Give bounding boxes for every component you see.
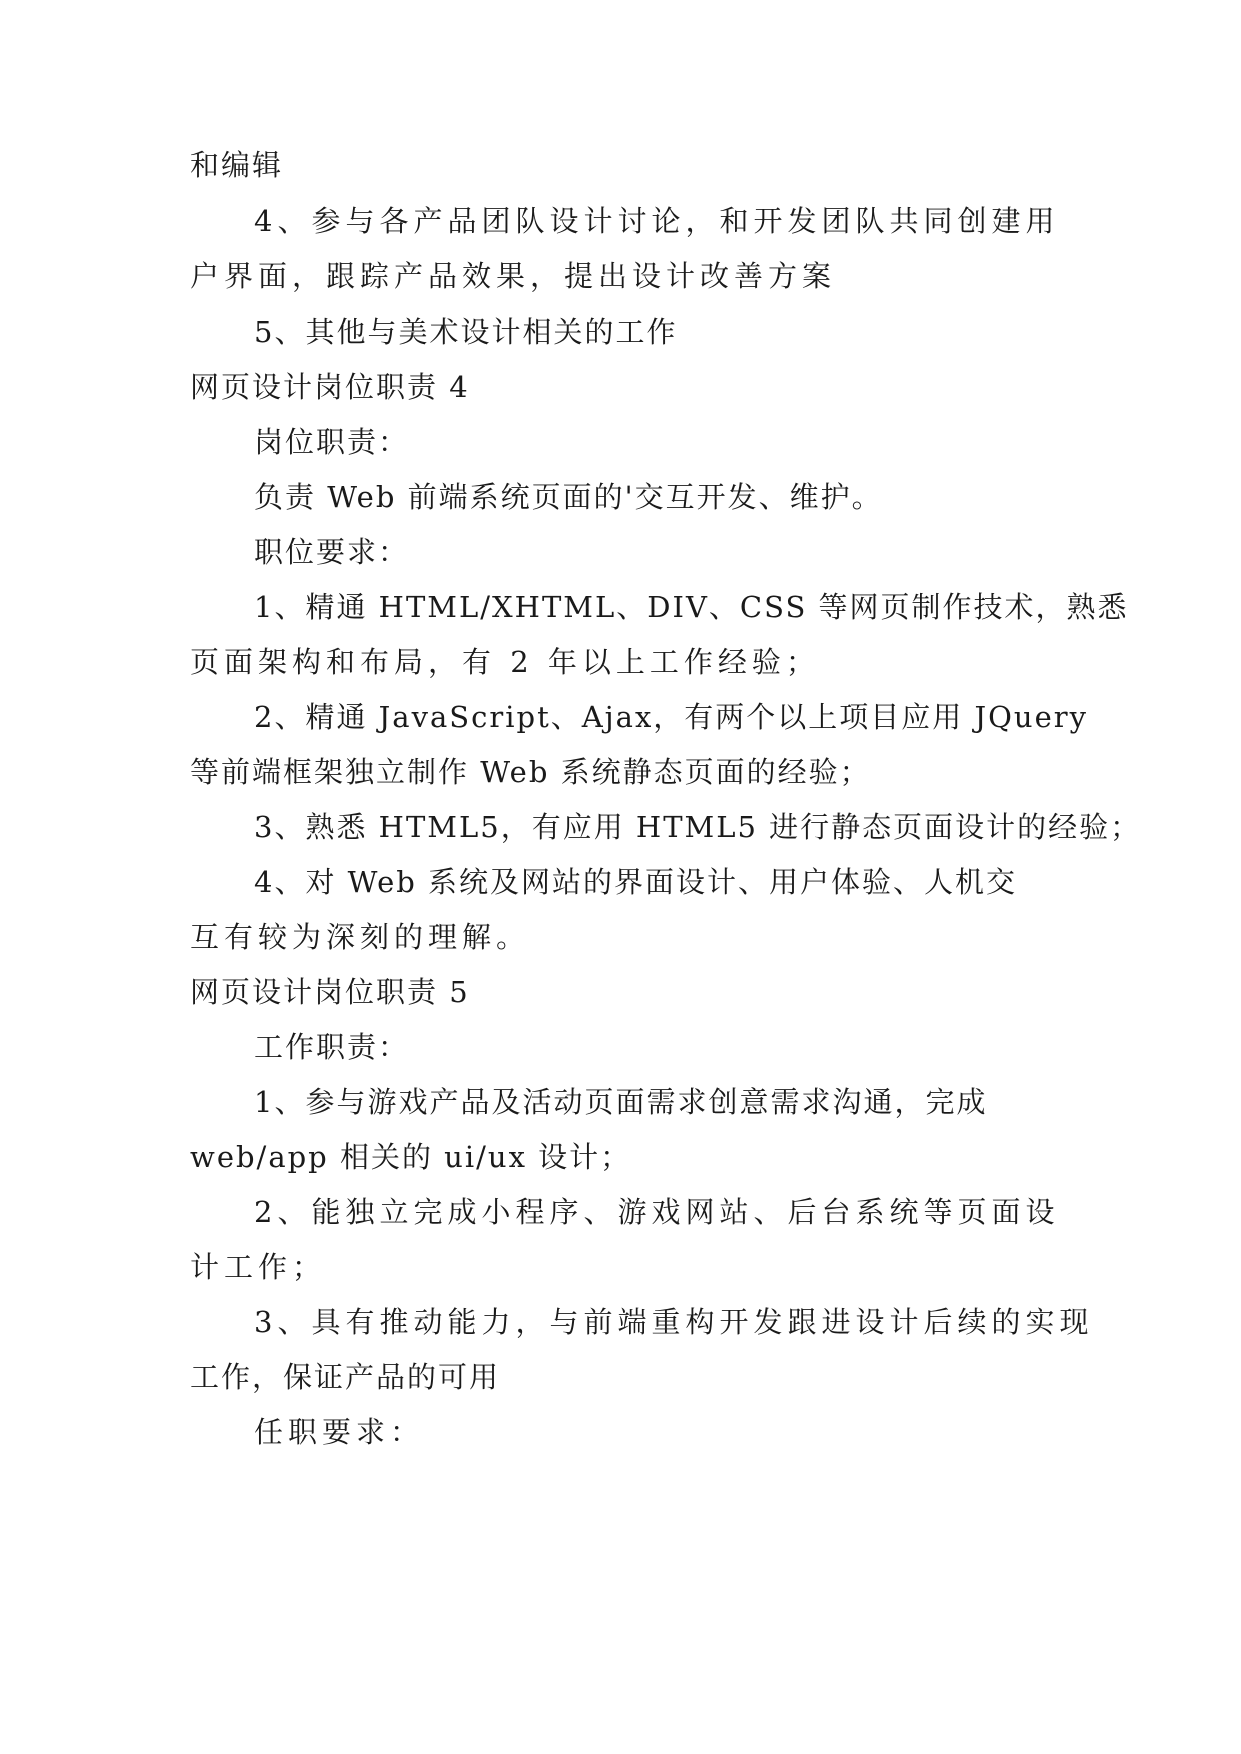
text-line: web/app 相关的 ui/ux 设计； [190, 1140, 632, 1174]
text-line: 2、能独立完成小程序、游戏网站、后台系统等页面设 [254, 1195, 1060, 1229]
text-line: 1、参与游戏产品及活动页面需求创意需求沟通，完成 [254, 1085, 988, 1119]
text-line: 计工作； [190, 1250, 327, 1284]
text-line: 3、熟悉 HTML5，有应用 HTML5 进行静态页面设计的经验； [254, 810, 1142, 844]
text-line: 3、具有推动能力，与前端重构开发跟进设计后续的实现 [254, 1305, 1094, 1339]
text-line: 页面架构和布局，有 2 年以上工作经验； [190, 645, 820, 679]
text-line: 负责 Web 前端系统页面的'交互开发、维护。 [254, 480, 883, 514]
text-line: 等前端框架独立制作 Web 系统静态页面的经验； [190, 755, 871, 789]
text-line: 和编辑 [190, 148, 284, 182]
text-line: 工作职责： [254, 1030, 410, 1064]
text-line: 4、对 Web 系统及网站的界面设计、用户体验、人机交 [254, 865, 1018, 899]
text-line: 户界面，跟踪产品效果，提出设计改善方案 [190, 259, 837, 293]
section-heading: 网页设计岗位职责 5 [190, 975, 470, 1009]
text-line: 职位要求： [254, 535, 410, 569]
text-line: 2、精通 JavaScript、Ajax，有两个以上项目应用 JQuery [254, 700, 1089, 734]
text-line: 工作，保证产品的可用 [190, 1360, 501, 1394]
text-line: 5、其他与美术设计相关的工作 [254, 315, 678, 349]
section-heading: 网页设计岗位职责 4 [190, 370, 470, 404]
text-line: 互有较为深刻的理解。 [190, 920, 531, 954]
text-line: 岗位职责： [254, 425, 410, 459]
text-line: 任职要求： [254, 1415, 425, 1449]
text-line: 1、精通 HTML/XHTML、DIV、CSS 等网页制作技术，熟悉 [254, 590, 1129, 624]
text-line: 4、参与各产品团队设计讨论，和开发团队共同创建用 [254, 204, 1060, 238]
